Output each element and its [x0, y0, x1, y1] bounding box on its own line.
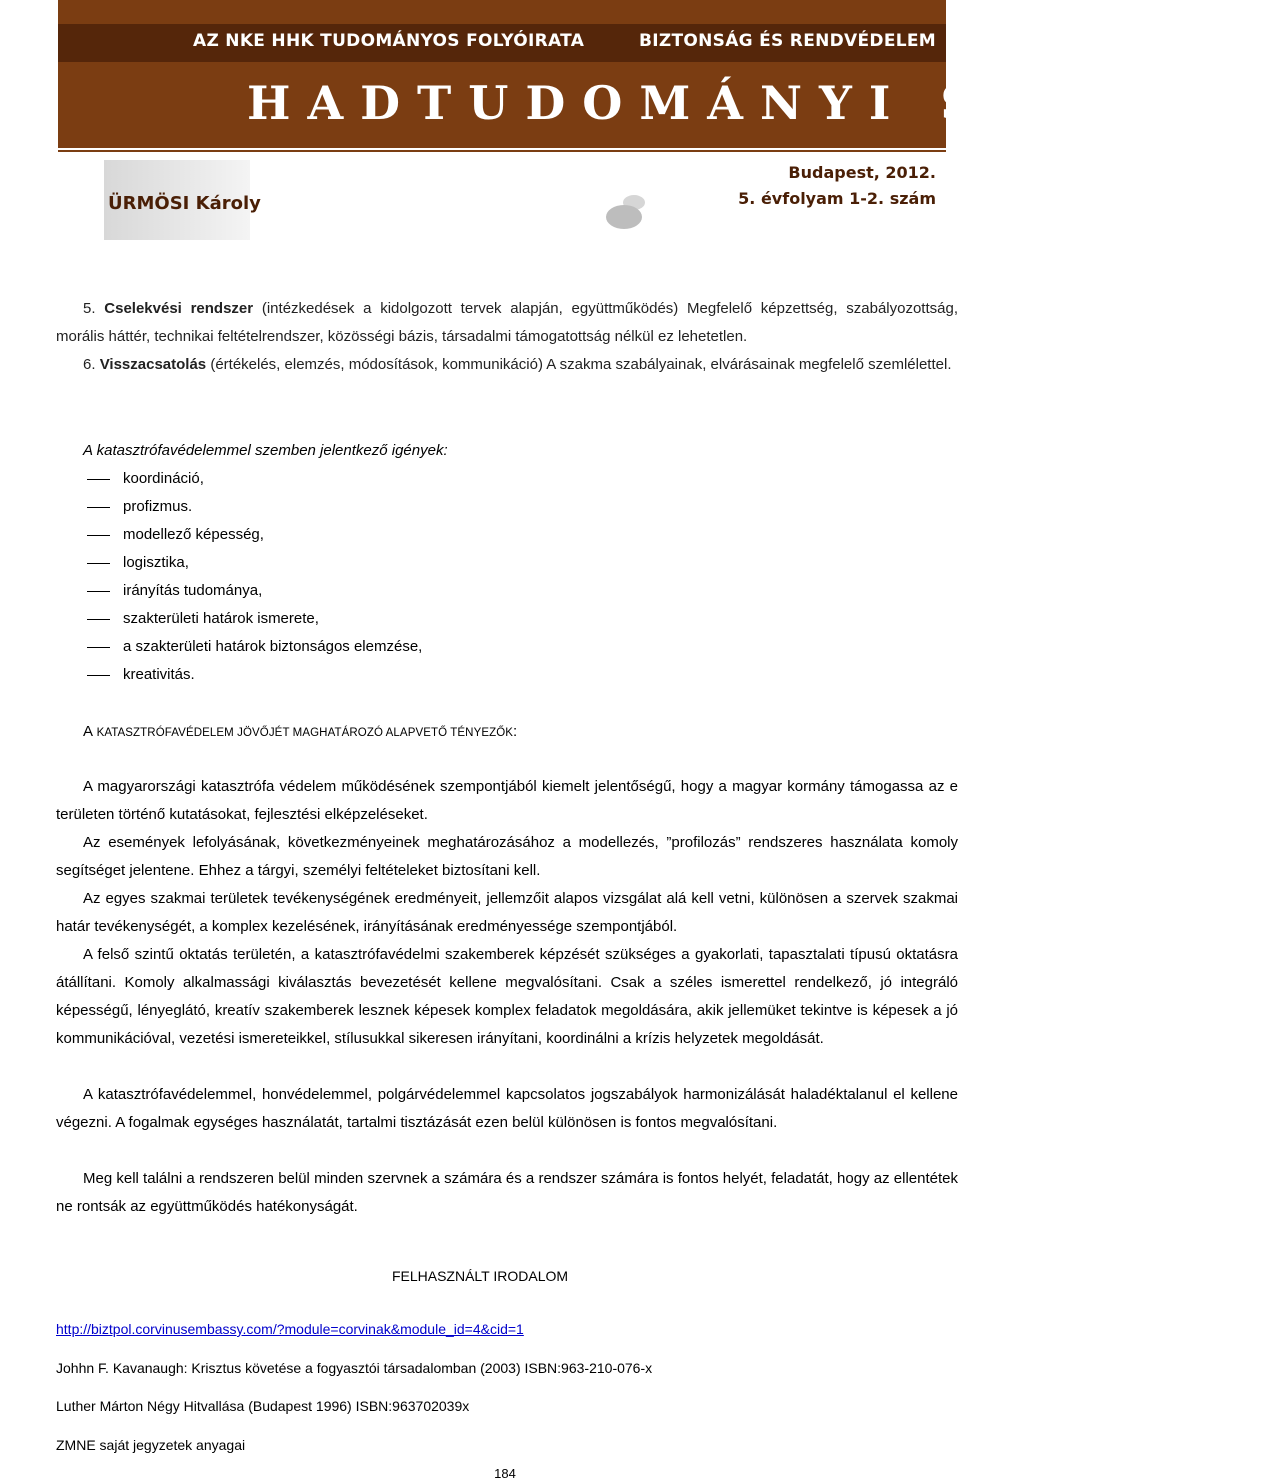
issue-volume: 5. évfolyam 1-2. szám [738, 189, 936, 208]
reference-item: Johhn F. Kavanaugh: Krisztus követése a fogyasztói társadalomban (2003) ISBN:963-210-076-x [56, 1360, 653, 1376]
decorative-dot [606, 205, 642, 229]
issue-info [738, 160, 936, 212]
dash-icon [87, 563, 110, 564]
item-text: (intézkedések a kidolgozott tervek alapján, együttműködés) Megfelelő képzettség, szabályozottság, morális háttér, technikai feltételrendszer, közösségi bázis, társadalmi támogatottság nélkül ez lehetetlen. [56, 300, 958, 345]
header-rule [58, 150, 946, 152]
page-number: 184 [494, 1466, 516, 1481]
dash-icon [87, 591, 110, 592]
list-item: kreativitás. [83, 661, 422, 689]
dash-icon [87, 675, 110, 676]
dash-icon [87, 619, 110, 620]
journal-title: HADTUDOMÁNYI SZEMLE [247, 76, 1263, 130]
reference-item: Luther Márton Négy Hitvallása (Budapest 1996) ISBN:963702039x [56, 1398, 470, 1414]
factors-paragraph: Az események lefolyásának, következményeinek meghatározásához a modellezés, ”profilozás” rendszeres használata komoly segítséget jelentene. Ehhez a tárgyi, személyi feltételeket biztosítani kell. [56, 834, 958, 879]
factors-paragraph: Meg kell találni a rendszeren belül minden szervnek a számára és a rendszer számára is fontos helyét, feladatát, hogy az ellentétek ne rontsák az együttműködés hatékonyságát. [56, 1170, 958, 1215]
list-item: modellező képesség, [83, 521, 422, 549]
item-term: Cselekvési rendszer [104, 300, 254, 317]
factors-paragraph: A magyarországi katasztrófa védelem működésének szempontjából kiemelt jelentőségű, hogy a magyar kormány támogassa az e területen történő kutatásokat, fejlesztési elképzeléseket. [56, 778, 958, 823]
reference-item: ZMNE saját jegyzetek anyagai [56, 1437, 246, 1453]
item-term: Visszacsatolás [99, 356, 207, 373]
needs-heading: A katasztrófavédelemmel szemben jelentkező igények: [83, 442, 448, 459]
list-item: profizmus. [83, 493, 422, 521]
paragraph-visszacsatolas [56, 351, 958, 379]
dash-icon [87, 647, 110, 648]
reference-link-item [56, 1321, 524, 1337]
journal-name: AZ NKE HHK TUDOMÁNYOS FOLYÓIRATA [193, 31, 585, 51]
list-item: logisztika, [83, 549, 422, 577]
factors-paragraph: A felső szintű oktatás területén, a katasztrófavédelmi szakemberek képzését szükséges a gyakorlati, tapasztalati típusú oktatásra átállítani. Komoly alkalmassági kiválasztás bevezetését kellene megvalósítani. Csak a széles ismerettel rendelkező, jó integráló képességű, lényeglátó, kreatív szakemberek lesznek képesek komplex feladatok megoldására, akik jellemüket tekintve is képesek a jó kommunikációval, vezetési ismereteikkel, stílusukkal sikeresen irányítani, koordinálni a krízis helyzetek megoldását. [56, 946, 958, 1047]
issue-place-year: Budapest, 2012. [788, 163, 936, 182]
list-item: a szakterületi határok biztonságos elemzése, [83, 633, 422, 661]
item-text: (értékelés, elemzés, módosítások, kommunikáció) A szakma szabályainak, elvárásainak megfelelő szemlélettel. [206, 356, 952, 373]
needs-list [83, 465, 422, 689]
factors-paragraph: Az egyes szakmai területek tevékenységének eredményeit, jellemzőit alapos vizsgálat alá kell vetni, különösen a szervek szakmai határ tevékenységét, a komplex kezelésének, irányításának eredményessége szempontjából. [56, 890, 958, 935]
dash-icon [87, 507, 110, 508]
dash-icon [87, 479, 110, 480]
author-name: ÜRMÖSI Károly [108, 193, 261, 214]
references-title: FELHASZNÁLT IRODALOM [391, 1268, 569, 1284]
list-item: irányítás tudománya, [83, 577, 422, 605]
factors-paragraph: A katasztrófavédelemmel, honvédelemmel, polgárvédelemmel kapcsolatos jogszabályok harmonizálását haladéktalanul el kellene végezni. A fogalmak egységes használatát, tartalmi tisztázását ezen belül különösen is fontos megvalósítani. [56, 1086, 958, 1131]
item-number: 6. [83, 356, 96, 373]
item-number: 5. [83, 300, 96, 317]
paragraph-cselekvesi [56, 295, 958, 351]
list-item: szakterületi határok ismerete, [83, 605, 422, 633]
journal-section: BIZTONSÁG ÉS RENDVÉDELEM [638, 31, 936, 51]
dash-icon [87, 535, 110, 536]
list-item: koordináció, [83, 465, 422, 493]
factors-heading: A KATASZTRÓFAVÉDELEM JÖVŐJÉT MAGHATÁROZÓ ALAPVETŐ TÉNYEZŐK: [83, 723, 518, 740]
reference-link[interactable]: http://biztpol.corvinusembassy.com/?module=corvinak&module_id=4&cid=1 [56, 1321, 524, 1337]
